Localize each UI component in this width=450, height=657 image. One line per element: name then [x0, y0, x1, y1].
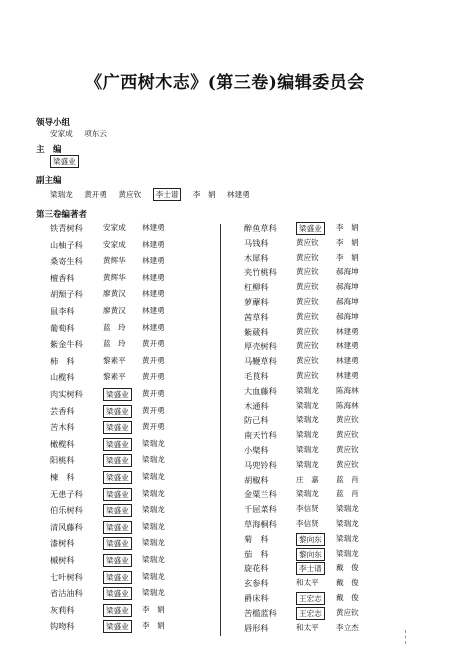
author-secondary: 黄应钦: [336, 459, 359, 469]
author-primary: 梁盛业: [103, 604, 132, 617]
author-secondary: 林建勇: [142, 223, 165, 232]
family-name: 山榄科: [50, 372, 75, 383]
author-primary: 梁瑞龙: [296, 385, 319, 395]
family-name: 省沽油科: [50, 588, 83, 599]
author-primary: 蓝 玲: [103, 322, 126, 332]
author-secondary: 黄开勇: [142, 339, 165, 349]
family-name: 苦槛蓝科: [244, 607, 277, 618]
author-secondary: 梁瑞龙: [142, 455, 165, 465]
family-name: 旋花科: [244, 563, 269, 574]
author-primary: 梁盛业: [103, 471, 132, 484]
author-secondary: 梁瑞龙: [336, 519, 359, 528]
author-primary: 黄应钦: [296, 326, 319, 336]
family-name: 紫葳科: [244, 326, 269, 337]
author-secondary: 梁瑞龙: [336, 548, 359, 558]
family-name: 大血藤科: [244, 385, 277, 396]
author-primary: 梁盛业: [296, 222, 325, 235]
column-divider: [220, 224, 221, 636]
family-name: 草海桐科: [244, 519, 277, 529]
author-secondary: 梁瑞龙: [142, 571, 165, 581]
family-name: 铁青树科: [50, 223, 83, 233]
author-secondary: 梁瑞龙: [142, 538, 165, 548]
family-name: 木通科: [244, 400, 269, 411]
family-name: 鼠李科: [50, 306, 75, 316]
author-primary: 李信贤: [296, 504, 319, 514]
family-name: 桑寄生科: [50, 256, 83, 267]
author-primary: 梁盛业: [103, 537, 132, 550]
author-primary: 梁瑞龙: [296, 400, 319, 410]
author-primary: 黎向东: [296, 533, 325, 546]
author-primary: 王宏志: [296, 592, 325, 605]
family-name: 南天竹科: [244, 430, 277, 441]
family-name: 钩吻科: [50, 621, 75, 632]
author-secondary: 林建勇: [336, 326, 359, 336]
author-secondary: 郝海坤: [336, 297, 359, 306]
author-secondary: 梁瑞龙: [336, 533, 359, 543]
deputy-editor-name: 李 娟: [192, 190, 216, 199]
family-name: 厚壳树科: [244, 341, 277, 352]
family-name: 楝 科: [50, 472, 75, 482]
author-secondary: 黄开勇: [142, 389, 165, 398]
family-name: 苦木科: [50, 422, 75, 433]
author-primary: 梁瑞龙: [296, 445, 319, 454]
author-primary: 黄应钦: [296, 341, 319, 351]
family-name: 醉鱼草科: [244, 223, 277, 233]
leader-name: 安家成: [50, 129, 73, 138]
author-secondary: 林建勇: [336, 371, 359, 380]
family-name: 金粟兰科: [244, 489, 277, 500]
leaders-names: [50, 128, 116, 139]
author-secondary: 林建勇: [142, 322, 165, 332]
deputy-editor-name: 梁瑞龙: [50, 190, 73, 199]
author-primary: 梁瑞龙: [296, 489, 319, 499]
family-name: 茜草科: [244, 311, 269, 322]
author-secondary: 戴 俊: [336, 563, 359, 573]
author-secondary: 陈海林: [336, 385, 359, 395]
author-secondary: 李 娟: [336, 223, 359, 232]
author-primary: 和太平: [296, 578, 319, 588]
author-secondary: 蓝 肖: [336, 489, 359, 499]
family-name: 葡萄科: [50, 322, 75, 333]
author-primary: 王宏志: [296, 607, 325, 620]
author-primary: 蓝 玲: [103, 339, 126, 349]
author-secondary: 李 娟: [142, 604, 165, 614]
author-secondary: 黄应钦: [336, 430, 359, 440]
editors-heading: 第三卷编著者: [36, 210, 88, 220]
author-secondary: 林建勇: [142, 239, 165, 249]
family-name: 胡椒科: [244, 474, 269, 485]
author-secondary: 黄应钦: [336, 445, 359, 454]
author-primary: 黄应钦: [296, 267, 319, 277]
family-name: 山柚子科: [50, 239, 83, 250]
family-name: 伯乐树科: [50, 505, 83, 516]
author-primary: 庄 嘉: [296, 474, 319, 484]
author-secondary: 李 娟: [142, 621, 165, 631]
author-secondary: 林建勇: [336, 341, 359, 351]
author-primary: 黄应钦: [296, 371, 319, 380]
family-name: 檀香科: [50, 272, 75, 283]
family-name: 马兜铃科: [244, 459, 277, 470]
leaders-heading: 领导小组: [36, 118, 71, 128]
family-name: 茄 科: [244, 548, 269, 559]
author-primary: 廖黄汉: [103, 306, 126, 315]
author-primary: 黎素平: [103, 372, 126, 382]
author-secondary: 郝海坤: [336, 267, 359, 277]
family-name: 爵床科: [244, 593, 269, 603]
author-primary: 梁盛业: [103, 587, 132, 600]
author-secondary: 李立杰: [336, 622, 359, 632]
author-primary: 黎向东: [296, 548, 325, 561]
chief-editor-name: 梁盛业: [50, 155, 79, 168]
family-name: 夹竹桃科: [244, 267, 277, 278]
author-primary: 黄应钦: [296, 311, 319, 321]
author-secondary: 郝海坤: [336, 311, 359, 321]
author-primary: 梁盛业: [103, 488, 132, 501]
author-primary: 梁盛业: [103, 554, 132, 567]
family-name: 杠柳科: [244, 282, 269, 293]
author-primary: 梁盛业: [103, 620, 132, 633]
family-name: 菊 科: [244, 533, 269, 544]
family-name: 马钱科: [244, 237, 269, 248]
author-secondary: 梁瑞龙: [142, 521, 165, 531]
author-primary: 梁盛业: [103, 521, 132, 534]
deputy-editor-names: [50, 188, 259, 201]
author-primary: 黄应钦: [296, 356, 319, 366]
author-secondary: 黄开勇: [142, 355, 165, 365]
author-secondary: 戴 俊: [336, 578, 359, 588]
family-name: 芸香科: [50, 405, 75, 416]
author-primary: 黄应钦: [296, 237, 319, 247]
leader-name: 项东云: [84, 129, 107, 138]
family-name: 千屈菜科: [244, 504, 277, 515]
author-secondary: 梁瑞龙: [336, 504, 359, 514]
author-secondary: 林建勇: [142, 289, 165, 299]
author-primary: 梁盛业: [103, 571, 132, 584]
chief-editor-names: [50, 155, 88, 168]
author-secondary: 林建勇: [336, 356, 359, 366]
deputy-editor-heading: 副主编: [36, 176, 62, 186]
author-primary: 安家成: [103, 223, 126, 232]
author-primary: 梁盛业: [103, 438, 132, 451]
author-primary: 廖黄汉: [103, 289, 126, 299]
author-secondary: 林建勇: [142, 306, 165, 315]
family-name: 紫金牛科: [50, 339, 83, 350]
author-primary: 梁盛业: [103, 421, 132, 434]
author-primary: 黄应钦: [296, 252, 319, 262]
author-secondary: 李 娟: [336, 252, 359, 262]
author-primary: 梁盛业: [103, 405, 132, 418]
family-name: 毛茛科: [244, 371, 269, 381]
family-name: 阳桃科: [50, 455, 75, 466]
author-secondary: 陈海林: [336, 400, 359, 410]
author-primary: 梁瑞龙: [296, 430, 319, 440]
author-secondary: 林建勇: [142, 272, 165, 282]
author-primary: 梁瑞龙: [296, 459, 319, 469]
deputy-editor-name: 李士谱: [153, 188, 182, 201]
author-secondary: 梁瑞龙: [142, 588, 165, 598]
family-name: 橄榄科: [50, 438, 75, 449]
author-secondary: 黄开勇: [142, 422, 165, 432]
author-primary: 黄应钦: [296, 297, 319, 306]
family-name: 小檗科: [244, 445, 269, 455]
author-primary: 李信贤: [296, 519, 319, 528]
author-secondary: 林建勇: [142, 256, 165, 266]
family-name: 玄参科: [244, 578, 269, 589]
author-secondary: 梁瑞龙: [142, 472, 165, 481]
author-secondary: 李 娟: [336, 237, 359, 247]
author-primary: 黄辉华: [103, 256, 126, 266]
page-edge-mark: [405, 630, 406, 644]
family-name: 防己科: [244, 415, 269, 426]
author-primary: 梁盛业: [103, 504, 132, 517]
deputy-editor-name: 黄应钦: [118, 190, 142, 199]
author-secondary: 黄开勇: [142, 372, 165, 382]
family-name: 柿 科: [50, 355, 75, 366]
family-name: 七叶树科: [50, 571, 83, 582]
author-primary: 安家成: [103, 239, 126, 249]
author-primary: 黄辉华: [103, 272, 126, 282]
family-name: 清风藤科: [50, 521, 83, 532]
author-primary: 梁瑞龙: [296, 415, 319, 425]
author-secondary: 梁瑞龙: [142, 505, 165, 515]
family-name: 胡颓子科: [50, 289, 83, 300]
author-primary: 黎素平: [103, 355, 126, 365]
family-name: 肉实树科: [50, 389, 83, 399]
author-secondary: 蓝 肖: [336, 474, 359, 484]
family-name: 漆树科: [50, 538, 75, 549]
author-primary: 梁盛业: [103, 454, 132, 467]
author-secondary: 郝海坤: [336, 282, 359, 292]
author-primary: 和太平: [296, 622, 319, 632]
author-secondary: 黄开勇: [142, 405, 165, 415]
family-name: 唇形科: [244, 622, 269, 633]
author-secondary: 梁瑞龙: [142, 555, 165, 564]
author-secondary: 黄应钦: [336, 607, 359, 617]
family-name: 马鞭草科: [244, 356, 277, 367]
family-name: 灰莉科: [50, 604, 75, 615]
page-title: 《广西树木志》(第三卷)编辑委员会: [85, 73, 365, 93]
author-secondary: 黄应钦: [336, 415, 359, 425]
family-name: 槭树科: [50, 555, 75, 565]
author-secondary: 戴 俊: [336, 593, 359, 602]
author-primary: 李士谱: [296, 562, 325, 575]
author-primary: 梁盛业: [103, 388, 132, 401]
family-name: 木犀科: [244, 252, 269, 263]
author-primary: 黄应钦: [296, 282, 319, 292]
author-secondary: 梁瑞龙: [142, 488, 165, 498]
chief-editor-heading: 主 编: [36, 145, 62, 155]
deputy-editor-name: 林建勇: [227, 190, 250, 199]
family-name: 萝藦科: [244, 297, 269, 307]
family-name: 无患子科: [50, 488, 83, 499]
author-secondary: 梁瑞龙: [142, 438, 165, 448]
deputy-editor-name: 黄开勇: [84, 190, 107, 199]
